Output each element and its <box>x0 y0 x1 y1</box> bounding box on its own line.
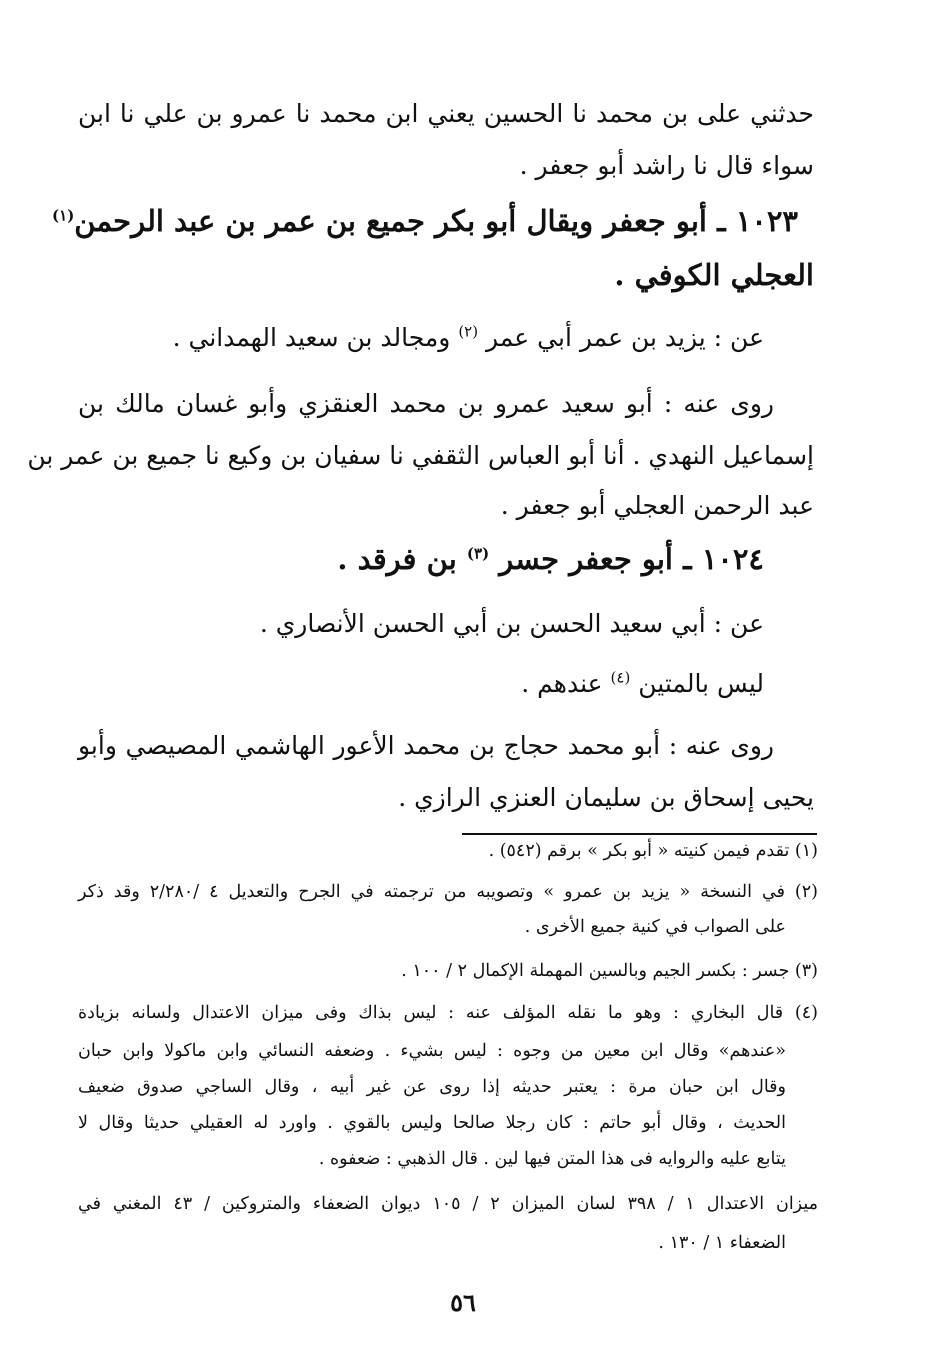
footnote: (٢) في النسخة « يزيد بن عمرو » وتصويبه من ترجمته في الجرح والتعديل ٤ /٢/٢٨٠ وقد ذكر <box>78 882 818 902</box>
footnote: على الصواب في كنية جميع الأخرى . <box>524 917 786 937</box>
body-line: إسماعيل النهدي . أنا أبو العباس الثقفي نا سفيان بن وكيع نا جميع بن عمر بن <box>27 441 814 470</box>
page-number: ٥٦ <box>450 1288 476 1317</box>
footnote: وقال ابن حبان مرة : يعتبر حديثه إذا روى عن غير أبيه ، وقال الساجي صدوق ضعيف <box>78 1077 786 1097</box>
footnote: الحديث ، وقال أبو حاتم : كان رجلا صالحا وليس بالقوي . واورد له العقيلي حديثا وقال لا <box>78 1113 786 1133</box>
entry-heading-1024 <box>78 536 764 582</box>
entry-heading-1023-cont: العجلي الكوفي . <box>614 258 814 292</box>
text-segment: عن : يزيد بن عمر أبي عمر <box>486 323 764 352</box>
footnote: الضعفاء ١ / ١٣٠ . <box>658 1233 786 1253</box>
body-line <box>78 318 764 358</box>
entry-1024-title: ١٠٢٤ ـ أبو جعفر جسر <box>499 542 764 576</box>
body-line: حدثني على بن محمد نا الحسين يعني ابن محمد نا عمرو بن علي نا ابن <box>78 99 814 128</box>
footnote-ref: (٣) <box>466 544 490 563</box>
text-segment: ليس بالمتين <box>638 669 764 698</box>
footnote: ميزان الاعتدال ١ / ٣٩٨ لسان الميزان ٢ / ١٠٥ ديوان الضعفاء والمتروكين / ٤٣ المغني في <box>78 1194 818 1214</box>
text-segment: عندهم . <box>521 669 603 698</box>
body-line: يحيى إسحاق بن سليمان العنزي الرازي . <box>398 783 814 812</box>
footnote-separator <box>462 833 817 835</box>
footnote: (٣) جسر : بكسر الجيم وبالسين المهملة الإكمال ٢ / ١٠٠ . <box>401 961 818 981</box>
entry-1023-title: ١٠٢٣ ـ أبو جعفر ويقال أبو بكر جميع بن عمر بن عبد الرحمن <box>74 204 798 238</box>
footnote: «عندهم» وقال ابن معين من وجوه : ليس بشيء . وضعفه النسائي وابن ماكولا وابن حبان <box>78 1041 786 1061</box>
footnote: (٤) قال البخاري : وهو ما نقله المؤلف عنه : ليس بذاك وفى ميزان الاعتدال ولسانه بزيادة <box>78 1003 818 1023</box>
footnote-ref: (٢) <box>458 322 479 341</box>
body-line: عبد الرحمن العجلي أبو جعفر . <box>500 491 814 520</box>
footnote: يتابع عليه والروايه فى هذا المتن فيها لين . قال الذهبي : ضعفوه . <box>318 1149 786 1169</box>
body-line: عن : أبي سعيد الحسن بن أبي الحسن الأنصاري . <box>259 609 764 638</box>
entry-heading-1023 <box>52 198 798 244</box>
body-line: روى عنه : أبو محمد حجاج بن محمد الأعور الهاشمي المصيصي وأبو <box>78 731 774 760</box>
body-line <box>78 664 764 704</box>
footnote: (١) تقدم فيمن كنيته « أبو بكر » برقم (٥٤٢) . <box>488 841 818 861</box>
footnote-ref: (٤) <box>610 668 631 687</box>
footnote-ref: (١) <box>52 206 75 225</box>
body-line: سواء قال نا راشد أبو جعفر . <box>519 151 814 180</box>
body-line: روى عنه : أبو سعيد عمرو بن محمد العنقزي وأبو غسان مالك بن <box>78 389 774 418</box>
entry-1024-title-end: بن فرقد . <box>337 542 457 576</box>
text-segment: ومجالد بن سعيد الهمداني . <box>172 323 451 352</box>
